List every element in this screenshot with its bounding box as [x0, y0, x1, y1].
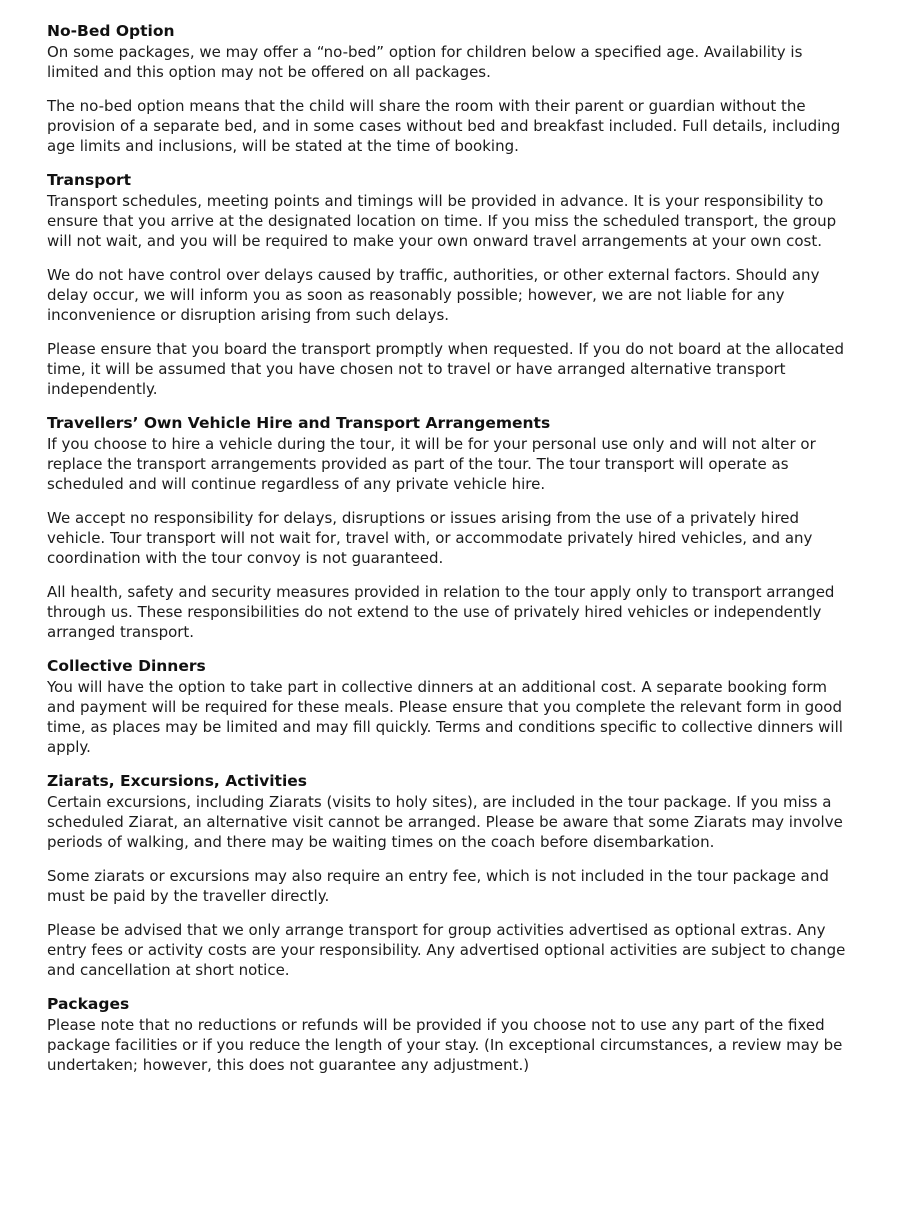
- paragraph: We do not have control over delays caused by traffic, authorities, or other external factors. Should any delay occur, we will inform you as soon as reasonably possible; however, we are not liable for any inconvenience or disruption arising from such delays.: [47, 266, 820, 324]
- paragraph: All health, safety and security measures provided in relation to the tour apply only to transport arranged through us. These responsibilities do not extend to the use of privately hired vehicles or independently arranged transport.: [47, 583, 835, 641]
- section-packages: [47, 994, 855, 1075]
- paragraph: Certain excursions, including Ziarats (visits to holy sites), are included in the tour package. If you miss a scheduled Ziarat, an alternative visit cannot be arranged. Please be aware that some Ziarats may involve periods of walking, and there may be waiting times on the coach before disembarkation.: [47, 793, 843, 851]
- paragraph: Some ziarats or excursions may also require an entry fee, which is not included in the tour package and must be paid by the traveller directly.: [47, 867, 829, 905]
- paragraph: The no-bed option means that the child will share the room with their parent or guardian without the provision of a separate bed, and in some cases without bed and breakfast included. Full details, including age limits and inclusions, will be stated at the time of booking.: [47, 97, 841, 155]
- paragraph: Please ensure that you board the transport promptly when requested. If you do not board at the allocated time, it will be assumed that you have chosen not to travel or have arranged alternative transport independently.: [47, 340, 845, 398]
- section-collective-dinners: [47, 656, 855, 757]
- section-heading-transport: Transport: [47, 171, 132, 189]
- section-heading-ziarats-excursions-activities: Ziarats, Excursions, Activities: [47, 772, 308, 790]
- paragraph: On some packages, we may offer a “no-bed” option for children below a specified age. Availability is limited and this option may not be offered on all packages.: [47, 43, 803, 81]
- paragraph: We accept no responsibility for delays, disruptions or issues arising from the use of a privately hired vehicle. Tour transport will not wait for, travel with, or accommodate privately hired vehicles, and any coordination with the tour convoy is not guaranteed.: [47, 509, 813, 567]
- section-heading-collective-dinners: Collective Dinners: [47, 657, 206, 675]
- paragraph: Transport schedules, meeting points and timings will be provided in advance. It is your responsibility to ensure that you arrive at the designated location on time. If you miss the scheduled transport, the group will not wait, and you will be required to make your own onward travel arrangements at your own cost.: [47, 192, 837, 250]
- section-transport: [47, 170, 855, 399]
- paragraph: Please be advised that we only arrange transport for group activities advertised as optional extras. Any entry fees or activity costs are your responsibility. Any advertised optional activities are subject to change and cancellation at short notice.: [47, 921, 846, 979]
- paragraph: Please note that no reductions or refunds will be provided if you choose not to use any part of the fixed package facilities or if you reduce the length of your stay. (In exceptional circumstances, a review may be undertaken; however, this does not guarantee any adjustment.): [47, 1016, 843, 1074]
- paragraph: If you choose to hire a vehicle during the tour, it will be for your personal use only and will not alter or replace the transport arrangements provided as part of the tour. The tour transport will operate as scheduled and will continue regardless of any private vehicle hire.: [47, 435, 816, 493]
- paragraph: You will have the option to take part in collective dinners at an additional cost. A separate booking form and payment will be required for these meals. Please ensure that you complete the relevant form in good time, as places may be limited and may fill quickly. Terms and conditions specific to collective dinners will apply.: [47, 678, 843, 756]
- section-heading-no-bed-option: No-Bed Option: [47, 22, 175, 40]
- section-ziarats-excursions-activities: [47, 771, 855, 980]
- section-heading-packages: Packages: [47, 995, 130, 1013]
- section-heading-travellers-own-vehicle-hire: Travellers’ Own Vehicle Hire and Transport Arrangements: [47, 414, 551, 432]
- section-no-bed-option: [47, 21, 855, 156]
- section-travellers-own-vehicle-hire: [47, 413, 855, 642]
